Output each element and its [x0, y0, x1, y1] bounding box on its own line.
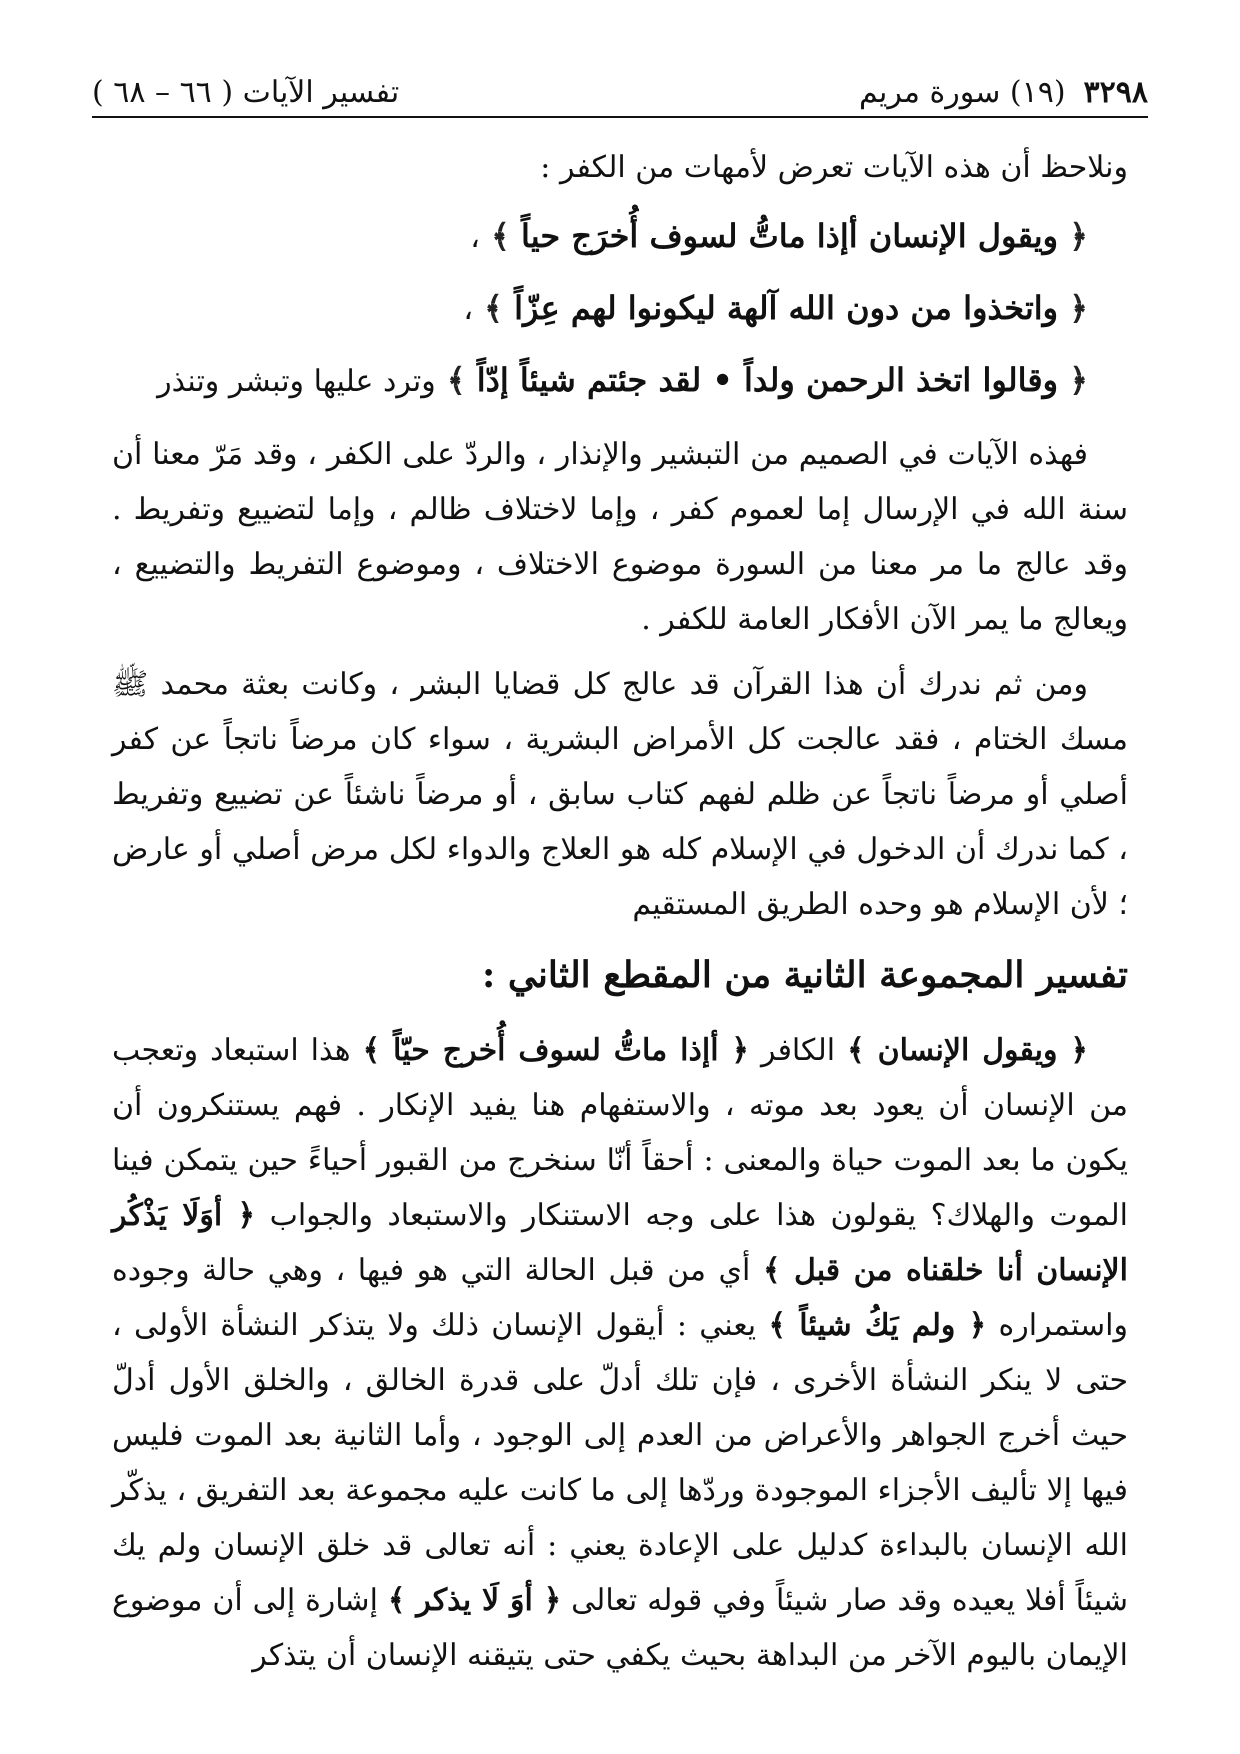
verse-text: واتخذوا من دون الله آلهة ليكونوا لهم عِزّاً — [514, 289, 1059, 327]
verse-line — [112, 273, 1128, 345]
ayat-range: تفسير الآيات ( ٦٦ – ٦٨ ) — [92, 75, 400, 110]
paragraph-text: إشارة إلى أن موضوع الإيمان باليوم الآخر من البداهة بحيث يكفي حتى يتيقنه الإنسان أن يتذكر — [112, 1583, 1128, 1673]
page-header — [92, 58, 1148, 118]
verse-text: ويقول الإنسان أإذا ماتُّ لسوف أُخرَج حياً — [520, 217, 1059, 255]
paragraph-1: فهذه الآيات في الصميم من التبشير والإنذار ، والردّ على الكفر ، وقد مَرّ معنا أن سنة الله في الإرسال إما لعموم كفر ، وإما لاختلاف ظالم ، وإما لتضييع وتفريط . وقد عالج ما مر معنا من السورة موضوع الاختلاف ، وموضوع التفريط والتضييع ، ويعالج ما يمر الآن الأفكار العامة للكفر . — [112, 437, 1128, 637]
verse-close-bracket: ﴾ — [491, 217, 510, 255]
verse-tail: وترد عليها وتبشر وتنذر — [157, 364, 436, 399]
paragraph-text: يعني : أيقول الإنسان ذلك ولا يتذكر النشأة الأولى ، حتى لا ينكر النشأة الأخرى ، فإن تلك أدلّ على قدرة الخالق ، والخلق الأول أدلّ حيث أخرج الجواهر والأعراض من العدم إلى الوجود ، وأما الثانية بعد الموت فليس فيها إلا تأليف الأجزاء الموجودة وردّها إلى ما كانت عليه مجموعة بعد التفريق ، يذكّر الله الإنسان بالبداءة كدليل على الإعادة يعني : أنه تعالى قد خلق الإنسان ولم يك شيئاً أفلا يعيده وقد صار شيئاً وفي قوله تعالى — [112, 1308, 1128, 1618]
quran-quote: ﴿ أإذا ماتُّ لسوف أُخرج حيّاً ﴾ — [362, 1033, 750, 1068]
quran-quote: ﴿ أوَ لَا يذكر ﴾ — [387, 1583, 562, 1618]
verse-open-bracket: ﴿ — [1069, 361, 1088, 399]
verse-open-bracket: ﴿ — [1069, 289, 1088, 327]
verse-line — [112, 345, 1128, 417]
intro-line: ونلاحظ أن هذه الآيات تعرض لأمهات من الكفر : — [540, 150, 1128, 185]
verse-tail: ، — [463, 292, 474, 327]
header-right — [859, 75, 1148, 110]
verse-close-bracket: ﴾ — [484, 289, 503, 327]
quran-quote: ﴿ ولم يَكُ شيئاً ﴾ — [768, 1308, 987, 1343]
verse-text: وقالوا اتخذ الرحمن ولداً • لقد جئتم شيئاً إدّاً — [476, 361, 1059, 399]
page-number: ٣٢٩٨ — [1083, 75, 1148, 110]
section-title: تفسير المجموعة الثانية من المقطع الثاني : — [482, 954, 1128, 996]
paragraph-text: الكافر — [749, 1033, 848, 1068]
paragraph-text: هذا استبعاد وتعجب من الإنسان أن يعود بعد موته ، والاستفهام هنا يفيد الإنكار . فهم يستنكرون أن يكون ما بعد الموت حياة والمعنى : أحقاً أنّا سنخرج من القبور أحياءً حين يتمكن فينا الموت والهلاك؟ يقولون هذا على وجه الاستنكار والاستبعاد والجواب — [112, 1033, 1128, 1233]
quran-quote: ﴿ أوَلَا يَذْكُر الإنسان أنا خلقناه من قبل ﴾ — [112, 1198, 1128, 1288]
paragraph-3 — [112, 1023, 1128, 1683]
quran-quote: ﴿ ويقول الإنسان ﴾ — [847, 1033, 1088, 1068]
verse-tail: ، — [470, 220, 480, 255]
verse-close-bracket: ﴾ — [446, 361, 466, 399]
paragraph-text: أي من قبل الحالة التي هو فيها ، وهي حالة وجوده واستمراره — [112, 1253, 1128, 1343]
sura-name: (١٩) سورة مريم — [859, 75, 1066, 110]
paragraph-2: ومن ثم ندرك أن هذا القرآن قد عالج كل قضايا البشر ، وكانت بعثة محمد ﷺ مسك الختام ، فقد عالجت كل الأمراض البشرية ، سواء كان مرضاً ناتجاً عن كفر أصلي أو مرضاً ناتجاً عن ظلم لفهم كتاب سابق ، أو مرضاً ناشئاً عن تضييع وتفريط ، كما ندرك أن الدخول في الإسلام كله هو العلاج والدواء لكل مرض أصلي أو عارض ؛ لأن الإسلام هو وحده الطريق المستقيم — [112, 667, 1128, 922]
page-body — [112, 140, 1128, 1700]
verse-open-bracket: ﴿ — [1069, 217, 1088, 255]
verse-line — [112, 201, 1128, 273]
